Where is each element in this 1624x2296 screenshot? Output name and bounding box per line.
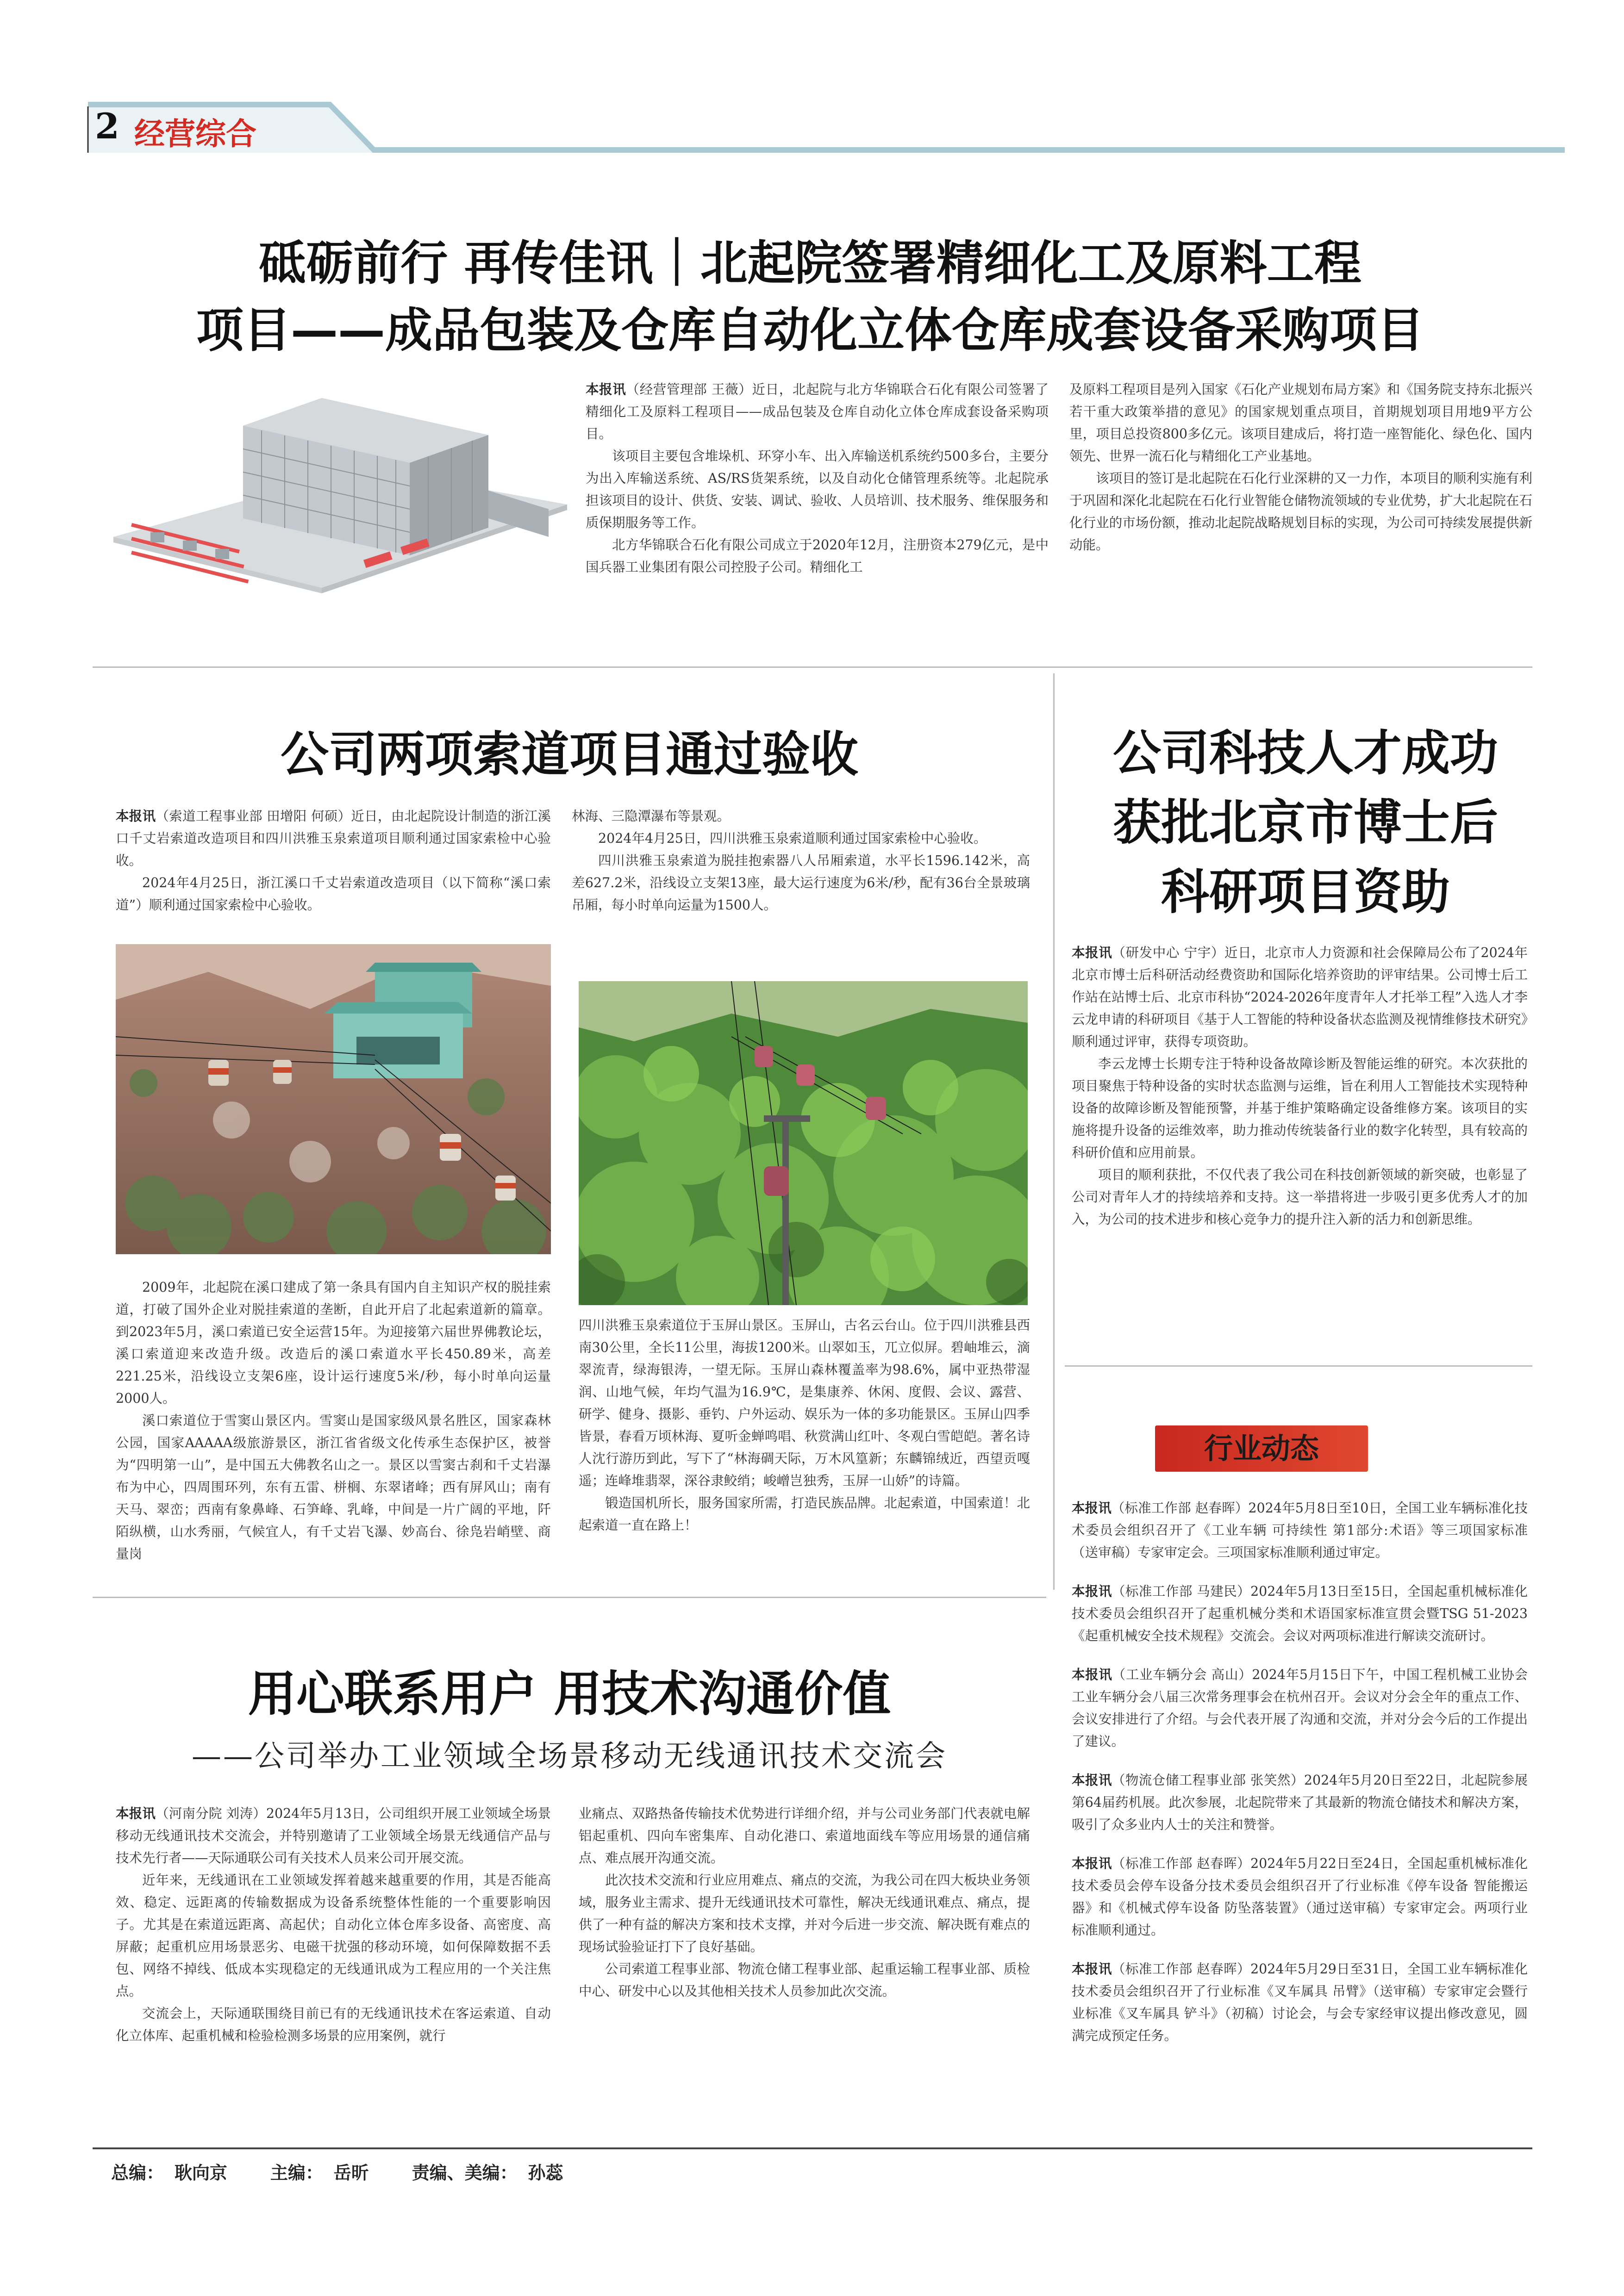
divider-right-mid <box>1065 1365 1532 1367</box>
industry-item-text: （标准工作部 赵春晖）2024年5月29日至31日，全国工业车辆标准化技术委员会组织召开了行业标准《叉车属具 吊臂》（送审稿）专家审定会暨行业标准《叉车属具 铲斗》（初稿）讨论会，与会专家经审议提出修改意见，圆满完成预定任务。 <box>1072 1961 1528 2043</box>
industry-item <box>1072 1664 1528 1753</box>
divider-vertical-right <box>1053 673 1055 1590</box>
article4-col2-p3: 公司索道工程事业部、物流仓储工程事业部、起重运输工程事业部、质检中心、研发中心以及其他相关技术人员参加此次交流。 <box>579 1961 1030 1999</box>
industry-item-byline: 本报讯 <box>1072 1584 1112 1599</box>
footer-rule <box>93 2147 1532 2149</box>
article2-col2-p1: 林海、三隐潭瀑布等景观。 <box>572 809 731 824</box>
industry-item <box>1072 1958 1528 2047</box>
industry-item-text: （工业车辆分会 高山）2024年5月15日下午，中国工程机械工业协会工业车辆分会八届三次常务理事会在杭州召开。会议对分会全年的重点工作、会议安排进行了介绍。与会代表开展了沟通和交流，并对分会今后的工作提出了建议。 <box>1072 1667 1528 1749</box>
article1-col1 <box>586 379 1049 579</box>
industry-item-text: （标准工作部 马建民）2024年5月13日至15日，全国起重机械标准化技术委员会组织召开了起重机械分类和术语国家标准宣贯会暨TSG 51-2023《起重机械安全技术规程》交流会。会议对两项标准进行解读交流研讨。 <box>1072 1584 1528 1643</box>
article2-col1-top <box>116 805 551 916</box>
article4-byline: 本报讯 <box>116 1806 156 1821</box>
industry-item-byline: 本报讯 <box>1072 1961 1112 1977</box>
article1-col1-p3: 北方华锦联合石化有限公司成立于2020年12月，注册资本279亿元，是中国兵器工业集团有限公司控股子公司。精细化工 <box>586 537 1049 575</box>
article2-col1-bottom <box>116 1276 551 1565</box>
article3-p3: 项目的顺利获批，不仅代表了我公司在科技创新领域的新突破，也彰显了公司对青年人才的持续培养和支持。这一举措将进一步吸引更多优秀人才的加入，为公司的技术进步和核心竞争力的提升注入新的活力和创新思维。 <box>1072 1167 1528 1227</box>
footer-credits <box>111 2159 1500 2187</box>
industry-item-text: （标准工作部 赵春晖）2024年5月8日至10日，全国工业车辆标准化技术委员会组织召开了《工业车辆 可持续性 第1部分:术语》等三项国家标准（送审稿）专家审定会。三项国家标准顺利通过审定。 <box>1072 1500 1528 1560</box>
article1-col2-p2: 该项目的签订是北起院在石化行业深耕的又一力作，本项目的顺利实施有利于巩固和深化北起院在石化行业智能仓储物流领域的专业优势，扩大北起院在石化行业的市场份额，推动北起院战略规划目标的实现，为公司可持续发展提供新动能。 <box>1069 471 1532 553</box>
footer-editor: 岳昕 <box>333 2163 369 2183</box>
article1-col2-p1: 及原料工程项目是列入国家《石化产业规划布局方案》和《国务院支持东北振兴若干重大政策举措的意见》的国家规划重点项目，首期规划项目用地9平方公里，项目总投资800多亿元。该项目建成后，将打造一座智能化、绿色化、国内领先、世界一流石化与精细化工产业基地。 <box>1069 382 1532 464</box>
article2-col2-p5: 锻造国机所长，服务国家所需，打造民族品牌。北起索道，中国索道！北起索道一直在路上！ <box>579 1495 1030 1533</box>
article1-byline: 本报讯 <box>586 382 626 397</box>
article1-title-line1: 砥砺前行 再传佳讯｜北起院签署精细化工及原料工程 <box>259 236 1362 291</box>
industry-item <box>1072 1580 1528 1647</box>
article3-title-line2: 获批北京市博士后 <box>1112 794 1498 851</box>
warehouse-rendering-image <box>104 384 572 602</box>
article4-col2 <box>579 1803 1030 2003</box>
article2-col2-top <box>572 805 1030 916</box>
article1-title-line2: 项目——成品包装及仓库自动化立体仓库成套设备采购项目 <box>196 303 1424 358</box>
industry-item-text: （标准工作部 赵春晖）2024年5月22日至24日，全国起重机械标准化技术委员会停车设备分技术委员会组织召开了行业标准《停车设备 智能搬运器》和《机械式停车设备 防坠落装置》（通过送审稿）专家审定会。两项行业标准顺利通过。 <box>1072 1856 1528 1938</box>
article3-p1: （研发中心 宁宇）近日，北京市人力资源和社会保障局公布了2024年北京市博士后科研活动经费资助和国际化培养资助的评审结果。公司博士后工作站在站博士后、北京市科协“2024-2026年度青年人才托举工程”入选人才李云龙申请的科研项目《基于人工智能的特种设备状态监测及视情维修技术研究》顺利通过评审，获得专项资助。 <box>1072 945 1528 1049</box>
article2-col1-p3: 2009年，北起院在溪口建成了第一条具有国内自主知识产权的脱挂索道，打破了国外企业对脱挂索道的垄断，自此开启了北起索道新的篇章。到2023年5月，溪口索道已安全运营15年。为迎接第六届世界佛教论坛，溪口索道迎来改造升级。改造后的溪口索道水平长450.89米，高差221.25米，沿线设立支架6座，设计运行速度5米/秒，每小时单向运量2000人。 <box>116 1280 551 1406</box>
footer-layout-label: 责编、美编： <box>412 2163 518 2183</box>
industry-item-byline: 本报讯 <box>1072 1773 1112 1788</box>
page-header <box>69 93 1565 167</box>
divider-left-mid <box>93 1597 1046 1598</box>
article4-col2-p2: 此次技术交流和行业应用难点、痛点的交流，为我公司在四大板块业务领域，服务业主需求、提升无线通讯技术可靠性，解决无线通讯难点、痛点，提供了一种有益的解决方案和技术支撑，并对今后进一步交流、解决既有难点的现场试验验证打下了良好基础。 <box>579 1873 1030 1954</box>
industry-item-byline: 本报讯 <box>1072 1500 1112 1516</box>
footer-chief-editor-label: 总编： <box>111 2163 164 2183</box>
article3-title-line1: 公司科技人才成功 <box>1112 725 1498 781</box>
article2-col2-p2: 2024年4月25日，四川洪雅玉泉索道顺利通过国家索检中心验收。 <box>598 831 987 846</box>
divider-top <box>93 666 1532 668</box>
article2-col2-bottom <box>579 1314 1030 1537</box>
section-title: 经营综合 <box>134 116 256 152</box>
industry-item-byline: 本报讯 <box>1072 1856 1112 1871</box>
article2-col2-p3: 四川洪雅玉泉索道为脱挂抱索器八人吊厢索道，水平长1596.142米，高差627.2米，沿线设立支架13座，最大运行速度为6米/秒，配有36台全景玻璃吊厢，每小时单向运量为1500人。 <box>572 853 1030 913</box>
yuquan-cableway-photo <box>579 981 1028 1305</box>
article1-col1-p2: 该项目主要包含堆垛机、环穿小车、出入库输送机系统约500多台，主要分为出入库输送系统、AS/RS货架系统，以及自动化仓储管理系统等。北起院承担该项目的设计、供货、安装、调试、验收、人员培训、技术服务、维保服务和质保期服务等工作。 <box>586 448 1049 530</box>
article2-title: 公司两项索道项目通过验收 <box>280 726 858 783</box>
page-number: 2 <box>95 106 119 147</box>
industry-item <box>1072 1497 1528 1564</box>
article4-col1-p3: 交流会上，天际通联围绕目前已有的无线通讯技术在客运索道、自动化立体库、起重机械和检验检测多场景的应用案例，就行 <box>116 2006 551 2043</box>
industry-item <box>1072 1853 1528 1941</box>
article4-col1 <box>116 1803 551 2047</box>
article2-col1-p1: （索道工程事业部 田增阳 何硕）近日，由北起院设计制造的浙江溪口千丈岩索道改造项目和四川洪雅玉泉索道项目顺利通过国家索检中心验收。 <box>116 809 551 868</box>
article1-col2 <box>1069 379 1532 556</box>
article4-col1-p1: （河南分院 刘涛）2024年5月13日，公司组织开展工业领域全场景移动无线通讯技术交流会，并特别邀请了工业领域全场景无线通信产品与技术先行者——天际通联公司有关技术人员来公司开展交流。 <box>116 1806 551 1866</box>
article4-subtitle: ——公司举办工业领域全场景移动无线通讯技术交流会 <box>192 1739 947 1773</box>
industry-news-banner-label: 行业动态 <box>1204 1431 1319 1465</box>
article3-p2: 李云龙博士长期专注于特种设备故障诊断及智能运维的研究。本次获批的项目聚焦于特种设备的实时状态监测与运维，旨在利用人工智能技术实现特种设备的故障诊断及智能预警，并基于维护策略确定设备维修方案。该项目的实施将提升设备的运维效率，助力推动传统装备行业的数字化转型，具有较高的科研价值和应用前景。 <box>1072 1056 1528 1160</box>
footer-layout-editor: 孙蕊 <box>528 2163 563 2183</box>
footer-chief-editor: 耿向京 <box>174 2163 227 2183</box>
article2-col1-p4: 溪口索道位于雪窦山景区内。雪窦山是国家级风景名胜区，国家森林公园，国家AAAAA级旅游景区，浙江省省级文化传承生态保护区，被誉为“四明第一山”，是中国五大佛教名山之一。景区以雪窦古刹和千丈岩瀑布为中心，四周围环列，东有五雷、栟榈、东翠诸峰；西有屏风山；南有天马、翠峦；西南有象鼻峰、石笋峰、乳峰，中间是一片广阔的平地，阡陌纵横，山水秀丽，气候宜人，有千丈岩飞瀑、妙高台、徐凫岩峭壁、商量岗 <box>116 1413 551 1562</box>
industry-item <box>1072 1769 1528 1836</box>
article4-col2-p1: 业痛点、双路热备传输技术优势进行详细介绍，并与公司业务部门代表就电解铝起重机、四向车密集库、自动化港口、索道地面线车等应用场景的通信痛点、难点展开沟通交流。 <box>579 1806 1030 1866</box>
article2-byline: 本报讯 <box>116 809 156 824</box>
xikou-cableway-photo <box>116 944 551 1254</box>
article4-col1-p2: 近年来，无线通讯在工业领域发挥着越来越重要的作用，其是否能高效、稳定、远距离的传输数据成为设备系统整体性能的一个重要影响因子。尤其是在索道远距离、高起伏；自动化立体仓库多设备、高密度、高屏蔽；起重机应用场景恶劣、电磁干扰强的移动环境，如何保障数据不丢包、网络不掉线、低成本实现稳定的无线通讯成为工程应用的一个关注焦点。 <box>116 1873 551 1999</box>
article2-col1-p2: 2024年4月25日，浙江溪口千丈岩索道改造项目（以下简称“溪口索道”）顺利通过国家索检中心验收。 <box>116 875 551 913</box>
article3-byline: 本报讯 <box>1072 945 1112 960</box>
article3-title-line3: 科研项目资助 <box>1161 864 1450 920</box>
article1-col1-p1: （经营管理部 王薇）近日，北起院与北方华锦联合石化有限公司签署了精细化工及原料工程项目——成品包装及仓库自动化立体仓库成套设备采购项目。 <box>586 382 1049 442</box>
footer-editor-label: 主编： <box>270 2163 323 2183</box>
article2-col2-p4: 四川洪雅玉泉索道位于玉屏山景区。玉屏山，古名云台山。位于四川洪雅县西南30公里，全长11公里，海拔1200米。山翠如玉，兀立似屏。碧岫堆云，滴翠流青，绿海银涛，一望无际。玉屏山森林覆盖率为98.6%，属中亚热带湿润、山地气候，年均气温为16.9℃，是集康养、休闲、度假、会议、露营、研学、健身、摄影、垂钓、户外运动、娱乐为一体的多功能景区。玉屏山四季皆景，春看万顷林海、夏听金蝉鸣唱、秋赏满山红叶、冬观白雪皑皑。著名诗人沈行游历到此，写下了“林海碉天际，万木风篁新；东麟锦绒近，西望贡嘎遥；连峰堆翡翠，深谷隶鲛绡；峻嶒岂独秀，玉屏一山娇”的诗篇。 <box>579 1318 1030 1488</box>
industry-item-byline: 本报讯 <box>1072 1667 1112 1682</box>
article3-body <box>1072 942 1528 1231</box>
article4-title: 用心联系用户 用技术沟通价值 <box>248 1666 891 1722</box>
industry-news-list <box>1072 1497 1528 2047</box>
header-tab-shape <box>69 93 1565 167</box>
industry-item-text: （物流仓储工程事业部 张笑然）2024年5月20日至22日，北起院参展第64届药机展。此次参展，北起院带来了其最新的物流仓储技术和解决方案，吸引了众多业内人士的关注和赞誉。 <box>1072 1773 1528 1832</box>
